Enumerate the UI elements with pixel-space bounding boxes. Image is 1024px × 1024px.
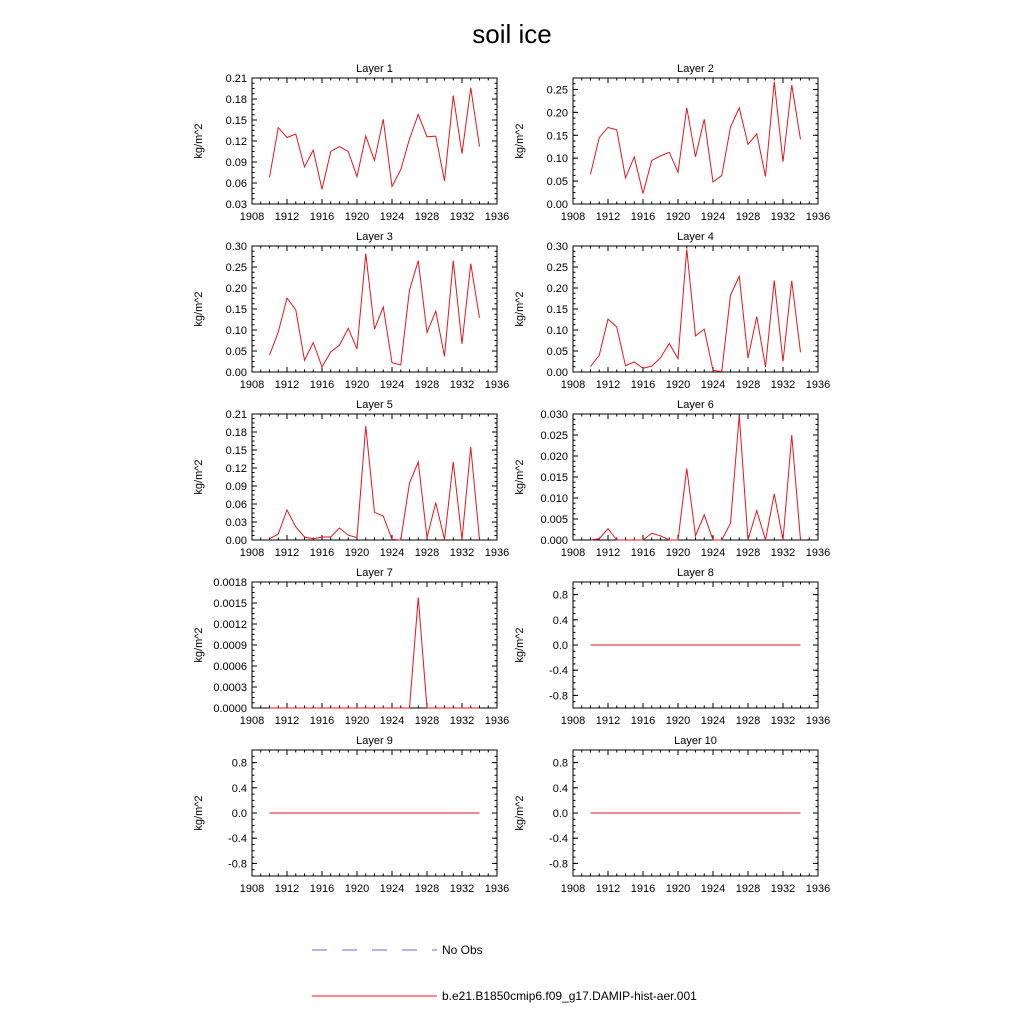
y-tick-label: 0.0015 xyxy=(213,598,247,610)
y-tick-label: 0.20 xyxy=(225,283,247,295)
panel-title: Layer 8 xyxy=(677,567,714,579)
y-tick-label: 0.8 xyxy=(552,589,568,602)
x-tick-label: 1928 xyxy=(414,379,440,391)
y-tick-label: 0.005 xyxy=(540,514,568,526)
x-tick-label: 1908 xyxy=(239,883,265,895)
panel-layer-9 xyxy=(193,735,509,895)
y-tick-label: 0.05 xyxy=(225,346,247,358)
y-axis-label: kg/m^2 xyxy=(514,627,526,663)
x-tick-label: 1912 xyxy=(274,211,300,223)
panel-title: Layer 9 xyxy=(356,735,393,747)
x-tick-label: 1924 xyxy=(700,883,726,895)
y-tick-label: 0.25 xyxy=(225,262,247,274)
x-tick-label: 1908 xyxy=(239,211,265,223)
y-tick-label: 0.025 xyxy=(540,430,568,442)
x-tick-label: 1924 xyxy=(700,211,726,223)
y-tick-label: 0.0009 xyxy=(213,640,247,652)
x-tick-label: 1908 xyxy=(239,379,265,391)
x-tick-label: 1920 xyxy=(344,883,370,895)
y-tick-label: 0.25 xyxy=(546,262,568,274)
panel-title: Layer 5 xyxy=(356,399,393,411)
y-tick-label: 0.09 xyxy=(225,157,247,169)
panel-layer-10 xyxy=(514,735,830,895)
x-tick-label: 1924 xyxy=(379,547,405,559)
y-axis-label: kg/m^2 xyxy=(514,795,526,831)
y-tick-label: 0.0012 xyxy=(213,619,247,631)
x-tick-label: 1920 xyxy=(665,379,691,391)
x-tick-label: 1916 xyxy=(309,715,335,727)
x-tick-label: 1928 xyxy=(735,547,761,559)
x-tick-label: 1936 xyxy=(484,211,510,223)
panel-title: Layer 6 xyxy=(677,399,714,411)
panel-layer-7 xyxy=(193,567,509,727)
y-axis-label: kg/m^2 xyxy=(514,459,526,495)
y-tick-label: 0.21 xyxy=(225,409,247,421)
y-axis-label: kg/m^2 xyxy=(193,627,205,663)
x-tick-label: 1920 xyxy=(344,379,370,391)
y-tick-label: -0.4 xyxy=(549,833,568,846)
x-tick-label: 1936 xyxy=(805,883,831,895)
x-tick-label: 1912 xyxy=(274,379,300,391)
series-line xyxy=(270,426,480,540)
y-tick-label: 0.4 xyxy=(552,782,568,795)
series-line xyxy=(270,597,480,708)
plot-frame xyxy=(573,246,818,372)
y-tick-label: -0.8 xyxy=(549,690,568,703)
x-tick-label: 1916 xyxy=(630,547,656,559)
y-tick-label: 0.00 xyxy=(225,367,247,379)
x-tick-label: 1912 xyxy=(595,379,621,391)
y-tick-label: 0.05 xyxy=(546,346,568,358)
x-tick-label: 1912 xyxy=(595,883,621,895)
x-tick-label: 1908 xyxy=(239,715,265,727)
x-tick-label: 1928 xyxy=(414,211,440,223)
x-tick-label: 1928 xyxy=(735,883,761,895)
x-tick-label: 1936 xyxy=(484,883,510,895)
x-tick-label: 1912 xyxy=(274,547,300,559)
x-tick-label: 1928 xyxy=(414,547,440,559)
y-tick-label: 0.06 xyxy=(225,499,247,511)
y-tick-label: 0.15 xyxy=(546,130,568,143)
y-tick-label: 0.4 xyxy=(552,614,568,627)
x-tick-label: 1916 xyxy=(309,379,335,391)
y-axis-label: kg/m^2 xyxy=(514,123,526,159)
series-line xyxy=(270,88,480,190)
x-tick-label: 1936 xyxy=(805,715,831,727)
y-tick-label: 0.0 xyxy=(552,640,568,652)
x-tick-label: 1920 xyxy=(344,211,370,223)
x-tick-label: 1908 xyxy=(560,547,586,559)
x-tick-label: 1920 xyxy=(344,547,370,559)
x-tick-label: 1924 xyxy=(379,715,405,727)
y-tick-label: 0.12 xyxy=(225,463,247,475)
y-tick-label: 0.09 xyxy=(225,481,247,493)
y-tick-label: -0.4 xyxy=(228,833,247,846)
y-tick-label: 0.15 xyxy=(225,445,247,457)
y-tick-label: 0.18 xyxy=(225,427,247,439)
series-line xyxy=(591,82,801,194)
y-tick-label: 0.06 xyxy=(225,178,247,190)
y-tick-label: 0.20 xyxy=(546,107,568,120)
x-tick-label: 1920 xyxy=(665,715,691,727)
x-tick-label: 1932 xyxy=(770,883,796,895)
x-tick-label: 1932 xyxy=(449,379,475,391)
x-tick-label: 1916 xyxy=(630,379,656,391)
panel-layer-6 xyxy=(514,399,830,559)
plot-frame xyxy=(252,246,497,372)
series-line xyxy=(591,415,801,540)
y-tick-label: 0.010 xyxy=(540,493,568,505)
y-tick-label: 0.00 xyxy=(225,535,247,547)
panel-layer-1 xyxy=(193,63,509,223)
y-axis-label: kg/m^2 xyxy=(193,123,205,159)
y-axis-label: kg/m^2 xyxy=(193,291,205,327)
x-tick-label: 1936 xyxy=(805,211,831,223)
y-tick-label: 0.0 xyxy=(552,808,568,820)
x-tick-label: 1920 xyxy=(344,715,370,727)
x-tick-label: 1932 xyxy=(449,547,475,559)
panel-layer-8 xyxy=(514,567,830,727)
panel-title: Layer 3 xyxy=(356,231,393,243)
y-tick-label: 0.00 xyxy=(546,199,568,211)
panel-title: Layer 4 xyxy=(677,231,714,243)
x-tick-label: 1912 xyxy=(595,547,621,559)
legend-label-model: b.e21.B1850cmip6.f09_g17.DAMIP-hist-aer.001 xyxy=(442,989,697,1003)
x-tick-label: 1908 xyxy=(560,883,586,895)
x-tick-label: 1932 xyxy=(449,883,475,895)
x-tick-label: 1928 xyxy=(735,379,761,391)
y-axis-label: kg/m^2 xyxy=(514,291,526,327)
y-tick-label: 0.30 xyxy=(546,241,568,253)
x-tick-label: 1916 xyxy=(630,883,656,895)
panel-title: Layer 2 xyxy=(677,63,714,75)
x-tick-label: 1908 xyxy=(560,715,586,727)
x-tick-label: 1916 xyxy=(309,883,335,895)
y-tick-label: 0.25 xyxy=(546,84,568,97)
y-tick-label: 0.8 xyxy=(552,757,568,770)
y-tick-label: 0.0000 xyxy=(213,703,247,715)
x-tick-label: 1932 xyxy=(770,547,796,559)
y-tick-label: 0.30 xyxy=(225,241,247,253)
y-tick-label: 0.15 xyxy=(546,304,568,316)
x-tick-label: 1936 xyxy=(484,379,510,391)
y-tick-label: 0.10 xyxy=(546,325,568,337)
y-tick-label: -0.8 xyxy=(228,858,247,871)
x-tick-label: 1924 xyxy=(700,547,726,559)
x-tick-label: 1936 xyxy=(484,547,510,559)
y-axis-label: kg/m^2 xyxy=(193,459,205,495)
y-tick-label: 0.0 xyxy=(231,808,247,820)
x-tick-label: 1932 xyxy=(770,379,796,391)
x-tick-label: 1924 xyxy=(700,715,726,727)
x-tick-label: 1912 xyxy=(595,211,621,223)
y-tick-label: 0.15 xyxy=(225,304,247,316)
legend-label-no-obs: No Obs xyxy=(442,943,483,957)
x-tick-label: 1912 xyxy=(274,715,300,727)
panel-layer-5 xyxy=(193,399,509,559)
x-tick-label: 1912 xyxy=(274,883,300,895)
series-line xyxy=(591,249,801,371)
x-tick-label: 1932 xyxy=(449,211,475,223)
x-tick-label: 1908 xyxy=(239,547,265,559)
x-tick-label: 1936 xyxy=(805,547,831,559)
x-tick-label: 1932 xyxy=(770,715,796,727)
x-tick-label: 1936 xyxy=(805,379,831,391)
y-tick-label: -0.4 xyxy=(549,665,568,678)
y-tick-label: 0.03 xyxy=(225,199,247,211)
x-tick-label: 1916 xyxy=(309,211,335,223)
x-tick-label: 1920 xyxy=(665,211,691,223)
y-tick-label: 0.0018 xyxy=(213,577,247,589)
series-line xyxy=(270,254,480,367)
x-tick-label: 1936 xyxy=(484,715,510,727)
x-tick-label: 1928 xyxy=(735,715,761,727)
figure-title: soil ice xyxy=(472,19,552,49)
x-tick-label: 1912 xyxy=(595,715,621,727)
y-tick-label: 0.20 xyxy=(546,283,568,295)
y-tick-label: 0.030 xyxy=(540,409,568,421)
panel-title: Layer 7 xyxy=(356,567,393,579)
y-tick-label: 0.15 xyxy=(225,115,247,127)
x-tick-label: 1924 xyxy=(379,883,405,895)
panel-title: Layer 10 xyxy=(674,735,717,747)
y-tick-label: 0.015 xyxy=(540,472,568,484)
y-tick-label: 0.4 xyxy=(231,782,247,795)
panel-title: Layer 1 xyxy=(356,63,393,75)
x-tick-label: 1908 xyxy=(560,379,586,391)
y-axis-label: kg/m^2 xyxy=(193,795,205,831)
x-tick-label: 1928 xyxy=(414,883,440,895)
x-tick-label: 1916 xyxy=(309,547,335,559)
y-tick-label: 0.10 xyxy=(546,153,568,166)
x-tick-label: 1932 xyxy=(449,715,475,727)
x-tick-label: 1916 xyxy=(630,211,656,223)
y-tick-label: -0.8 xyxy=(549,858,568,871)
x-tick-label: 1928 xyxy=(414,715,440,727)
plot-frame xyxy=(573,414,818,540)
y-tick-label: 0.8 xyxy=(231,757,247,770)
y-tick-label: 0.0003 xyxy=(213,682,247,694)
y-tick-label: 0.000 xyxy=(540,535,568,547)
panel-layer-4 xyxy=(514,231,830,391)
x-tick-label: 1924 xyxy=(379,379,405,391)
x-tick-label: 1924 xyxy=(700,379,726,391)
x-tick-label: 1932 xyxy=(770,211,796,223)
y-tick-label: 0.10 xyxy=(225,325,247,337)
legend xyxy=(312,943,697,1003)
x-tick-label: 1916 xyxy=(630,715,656,727)
panels xyxy=(193,63,830,895)
y-tick-label: 0.00 xyxy=(546,367,568,379)
x-tick-label: 1908 xyxy=(560,211,586,223)
x-tick-label: 1928 xyxy=(735,211,761,223)
x-tick-label: 1924 xyxy=(379,211,405,223)
y-tick-label: 0.020 xyxy=(540,451,568,463)
panel-layer-2 xyxy=(514,63,830,223)
x-tick-label: 1920 xyxy=(665,883,691,895)
y-tick-label: 0.18 xyxy=(225,94,247,106)
x-tick-label: 1920 xyxy=(665,547,691,559)
y-tick-label: 0.03 xyxy=(225,517,247,529)
y-tick-label: 0.12 xyxy=(225,136,247,148)
y-tick-label: 0.21 xyxy=(225,73,247,85)
plot-frame xyxy=(252,582,497,708)
y-tick-label: 0.0006 xyxy=(213,661,247,673)
panel-layer-3 xyxy=(193,231,509,391)
plot-frame xyxy=(573,78,818,204)
y-tick-label: 0.05 xyxy=(546,176,568,189)
